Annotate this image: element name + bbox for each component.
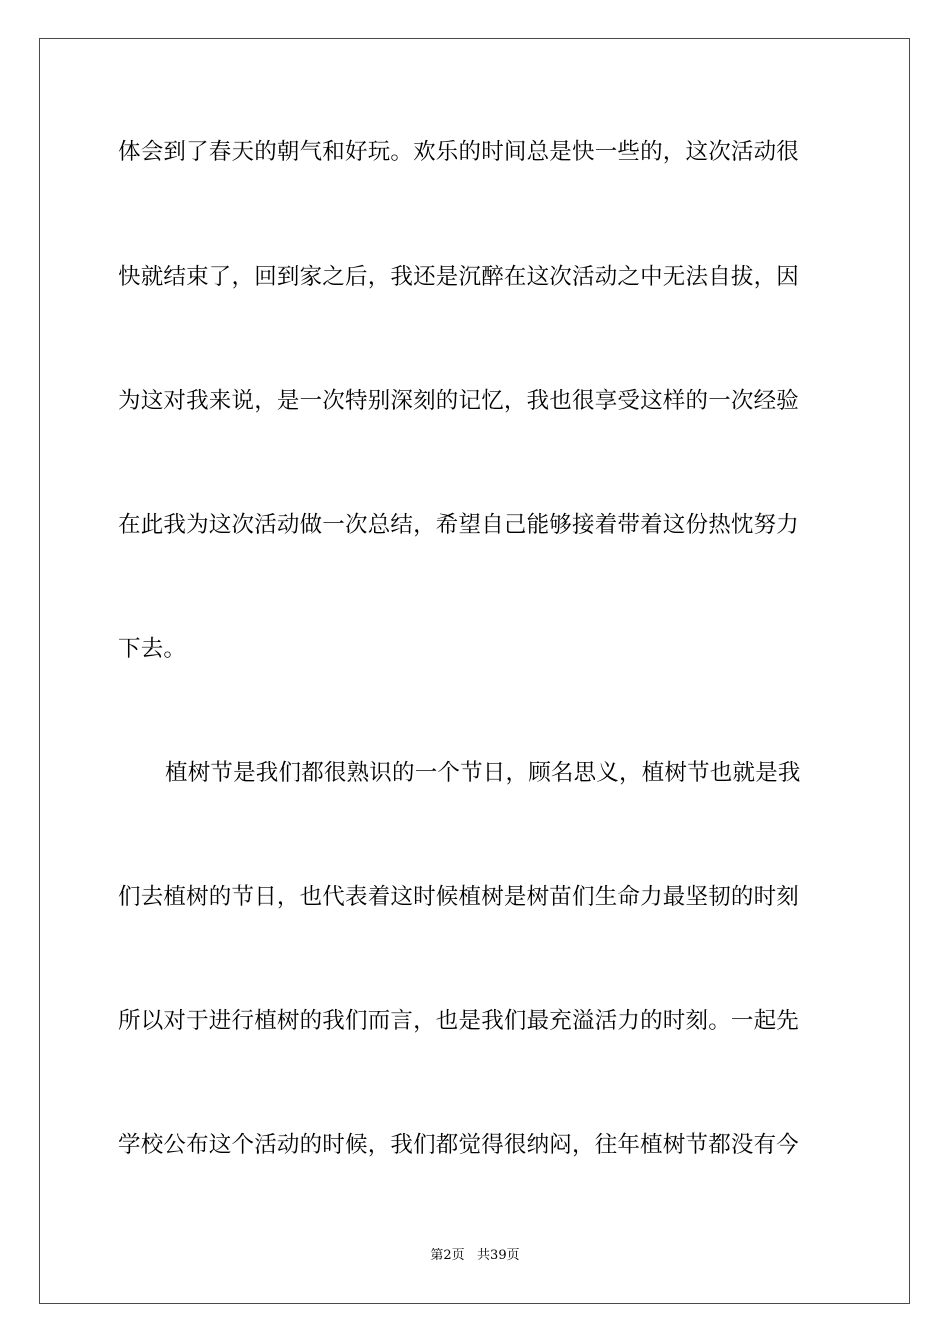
paragraph-2-line-2: 们去植树的节日，也代表着这时候植树是树苗们生命力最坚韧的时刻 [118,884,800,910]
paragraph-1-line-3: 为这对我来说，是一次特别深刻的记忆，我也很享受这样的一次经验 [118,388,800,414]
paragraph-2-line-3: 所以对于进行植树的我们而言，也是我们最充溢活力的时刻。一起先 [118,1008,800,1034]
paragraph-2-line-1: 植树节是我们都很熟识的一个节日，顾名思义，植树节也就是我 [165,760,801,786]
page-number-footer: 第2页 共39页 [430,1248,520,1263]
paragraph-1-line-5: 下去。 [118,636,187,662]
paragraph-1-line-4: 在此我为这次活动做一次总结，希望自己能够接着带着这份热忱努力 [118,512,800,538]
paragraph-1-line-2: 快就结束了，回到家之后，我还是沉醉在这次活动之中无法自拔，因 [118,264,800,290]
paragraph-1-line-1: 体会到了春天的朝气和好玩。欢乐的时间总是快一些的，这次活动很 [118,139,800,165]
page-border [39,38,910,1304]
paragraph-2-line-4: 学校公布这个活动的时候，我们都觉得很纳闷，往年植树节都没有今 [118,1132,800,1158]
